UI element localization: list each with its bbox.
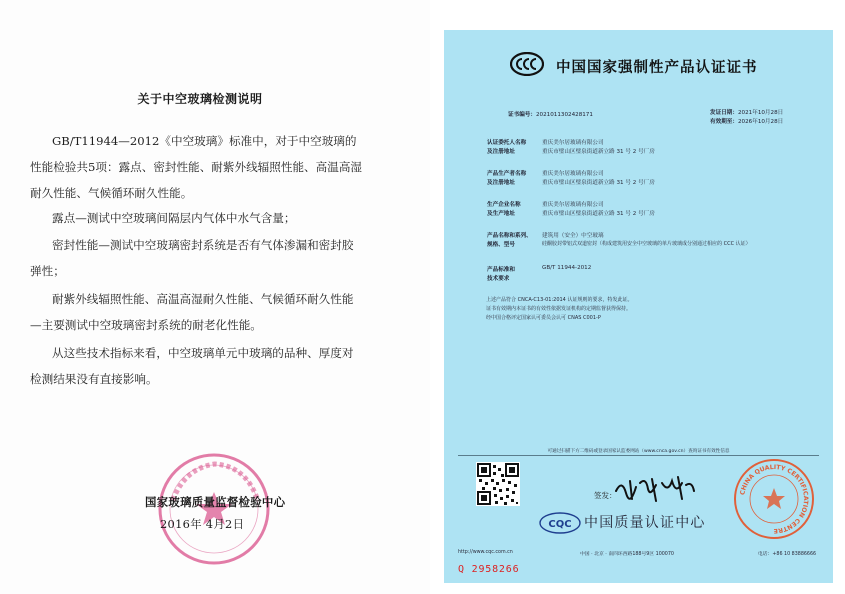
cqc-logo-text: CQC xyxy=(548,519,572,530)
qr-caption: 可通过扫描下方二维码或登录国家认监委网站（www.cnca.gov.cn）查询证书有效性信息 xyxy=(547,449,730,454)
footer-address: 中国 · 北京 · 南四环西路188号9区 100070 xyxy=(580,552,674,557)
expiry-date xyxy=(710,117,783,125)
cqc-logo-icon xyxy=(539,512,581,534)
signature-icon xyxy=(612,473,698,503)
cqc-seal-icon xyxy=(733,458,815,540)
footer-phone: 电话：+86 10 83886666 xyxy=(758,552,817,557)
qr-code-icon[interactable] xyxy=(476,462,520,506)
product-name-label: 产品名称和系列、 xyxy=(487,233,532,239)
product-model-value: 硅酮胶封带铝式双道密封（构成建筑用安全中空玻璃的单片玻璃成分别通过相应的 CCC 认证） xyxy=(542,241,751,247)
certificate-number-value: 2021011302428171 xyxy=(535,112,593,118)
manufacturer-address-label: 及注册地址 xyxy=(487,180,515,186)
ccc-certificate xyxy=(444,30,833,583)
issue-date-value: 2021年10月28日 xyxy=(737,110,784,116)
paragraph-durability: 耐紫外线辐照性能、高温高湿耐久性能、气候循环耐久性能—主要测试中空玻璃密封系统的耐老化性能。 xyxy=(30,292,354,332)
certificate-title: 中国国家强制性产品认证证书 xyxy=(556,60,758,76)
manufacturer-name-value: 重庆美尔居玻璃有限公司 xyxy=(542,171,604,177)
issue-date xyxy=(710,108,783,116)
standard-value: GB/T 11944-2012 xyxy=(542,265,592,271)
product-name-value: 建筑用（安全）中空玻璃 xyxy=(542,233,604,239)
applicant-address-label: 及注册地址 xyxy=(487,149,515,155)
manufacturer-name-label: 产品生产者名称 xyxy=(487,171,527,177)
serial-number: Q 2958266 xyxy=(458,564,520,575)
factory-address-value: 重庆市璧山区璧泉街道新立路 31 号 2 号厂房 xyxy=(542,211,655,217)
product-model-label: 规格、型号 xyxy=(487,242,515,248)
paragraph-dew-point: 露点—测试中空玻璃间隔层内气体中水气含量； xyxy=(52,211,296,225)
applicant-address-value: 重庆市璧山区璧泉街道新立路 31 号 2 号厂房 xyxy=(542,149,655,155)
bottom-divider xyxy=(458,455,819,456)
document-date: 2016年 4月2日 xyxy=(160,517,245,531)
issue-date-label: 发证日期： xyxy=(710,110,738,116)
standard-label: 产品标准和 xyxy=(487,267,515,273)
expiry-date-value: 2026年10月28日 xyxy=(737,119,784,125)
certificate-number-label: 证书编号： xyxy=(508,112,536,118)
certificate-header xyxy=(444,30,833,95)
certificate-number xyxy=(508,110,593,118)
applicant-name-value: 重庆美尔居玻璃有限公司 xyxy=(542,140,604,146)
certification-center-name: 中国质量认证中心 xyxy=(584,515,706,531)
factory-name-value: 重庆美尔居玻璃有限公司 xyxy=(542,202,604,208)
footer-url[interactable]: http://www.cqc.com.cn xyxy=(458,550,513,555)
sign-label: 签发： xyxy=(594,491,617,500)
ccc-logo-icon xyxy=(510,52,544,76)
document-title: 关于中空玻璃检测说明 xyxy=(137,92,263,106)
factory-address-label: 及生产地址 xyxy=(487,211,515,217)
seal-arc-text: CHINA QUALITY CERTIFICATION CENTRE xyxy=(739,463,810,535)
requirements-label: 技术要求 xyxy=(487,276,510,282)
manufacturer-address-value: 重庆市璧山区璧泉街道新立路 31 号 2 号厂房 xyxy=(542,180,655,186)
factory-name-label: 生产企业名称 xyxy=(487,202,521,208)
paragraph-conclusion: 从这些技术指标来看，中空玻璃单元中玻璃的品种、厚度对检测结果没有直接影响。 xyxy=(30,346,354,386)
note-line-2: 证书有效期内本证书的有效性依据发证机构的定期监督获得保持。 xyxy=(486,306,632,312)
note-line-3: 经中国合格评定国家认可委员会认可 CNAS C001-P xyxy=(486,315,601,321)
issuing-organization: 国家玻璃质量监督检验中心 xyxy=(145,495,286,509)
paragraph-standard: GB/T11944—2012《中空玻璃》标准中，对于中空玻璃的性能检验共5项：露点、密封性能、耐紫外线辐照性能、高温高湿耐久性能、气候循环耐久性能。 xyxy=(30,134,363,200)
expiry-date-label: 有效期至： xyxy=(710,119,738,125)
note-line-1: 上述产品符合 CNCA-C13-01:2014 认证规则的要求，特发此证。 xyxy=(486,297,633,303)
paragraph-sealing: 密封性能—测试中空玻璃密封系统是否有气体渗漏和密封胶弹性； xyxy=(30,238,354,278)
applicant-name-label: 认证委托人名称 xyxy=(487,140,527,146)
